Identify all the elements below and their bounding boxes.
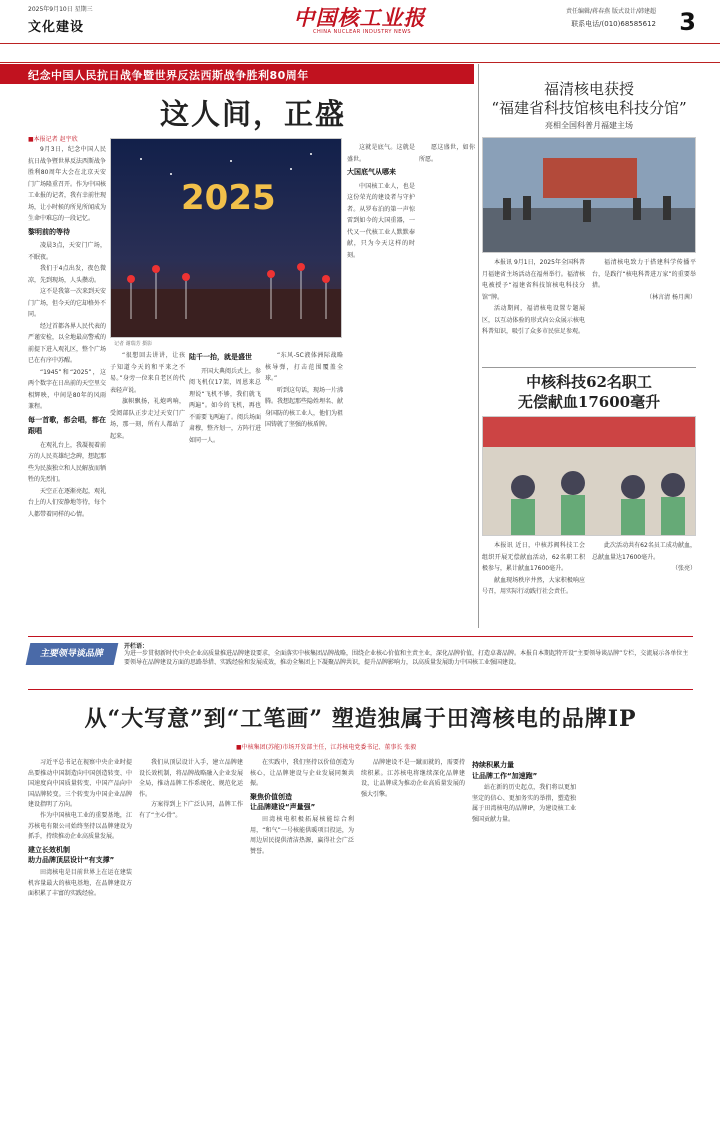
- right-top-column-1: [482, 257, 585, 367]
- feature-column-4: [361, 758, 465, 1110]
- paragraph: 旗帜飘扬，礼炮鸣响，受阅部队正步走过天安门广场，那一刻，所有人都站了起来。: [110, 398, 185, 440]
- paragraph: 9月3日，纪念中国人民抗日战争暨世界反法西斯战争胜利80周年大会在北京天安门广场隆重召开。作为中国核工业报的记者，我有幸前往现场，让小时候的所见所闻成为生命中难忘的一段记忆。: [28, 146, 106, 222]
- page-number: 3: [679, 8, 696, 36]
- right-bottom-title: 中核科技62名职工 无偿献血17600毫升: [517, 373, 661, 411]
- intro-text: 为进一步贯彻新时代中央企业高质量推进品牌建设要求，全面落实中核集团品牌战略，围绕企业核心价值和主责主业，深化品牌价值，打造卓著品牌。本报自本期起特开设“主要领导谈品牌”专栏，交流展示各单位主要领导在品牌建设方面的思路举措、实践经验和发展成效，推动全集团上下凝聚品牌共识，提升品牌影响力，以高质量发展助力中国核工业强国建设。: [124, 650, 689, 666]
- divider: [0, 62, 720, 63]
- article-column-5: [347, 142, 415, 628]
- feature-title: 从“大写意”到“工笔画” 塑造独属于田湾核电的品牌IP: [84, 706, 637, 732]
- right-bottom-photo: [482, 416, 696, 536]
- feature-column-2: [139, 758, 243, 1110]
- paragraph: 习近平总书记在视察中央企业时提出要推动中国制造向中国创造转变、中国速度向中国质量转变、中国产品向中国品牌转变。三个转变为中国企业品牌建设指明了方向。: [28, 759, 132, 809]
- paragraph: 献血现场秩序井然，大家积极响应号召，用实际行动践行社会责任。: [482, 576, 585, 595]
- divider: [482, 367, 696, 368]
- newspaper-logo-en: CHINA NUCLEAR INDUSTRY NEWS: [313, 29, 412, 35]
- credit: （林言清 杨月茜）: [646, 293, 696, 301]
- right-top-photo: [482, 137, 696, 253]
- right-top-column-2: [592, 257, 696, 367]
- right-top-subtitle: 亮相全国科普月福建主场: [545, 121, 633, 130]
- paragraph: 田湾核电是目前世界上在运在建装机容量最大的核电基地，在品牌建设方面积累了丰富的实践经验。: [28, 868, 132, 898]
- article-column-3: [189, 350, 261, 628]
- paragraph: 品牌建设不是一蹴而就的，需要持续积累。江苏核电将继续深化品牌建设，让品牌成为推动企业高质量发展的强大引擎。: [361, 759, 465, 798]
- paragraph: 福清核电致力于搭建科学传播平台，是践行“核电科普进万家”的重要举措。: [592, 259, 696, 289]
- paragraph: 凌晨3点，天安门广场，不眠夜。: [28, 242, 106, 261]
- newspaper-logo: 中国核工业报: [293, 5, 426, 30]
- banner-text: 纪念中国人民抗日战争暨世界反法西斯战争胜利80周年: [28, 69, 309, 82]
- issue-date: 2025年9月10日 星期三: [28, 6, 93, 13]
- feature-column-1: [28, 758, 132, 1110]
- paragraph: “1945”和“2025”，这两个数字在日出前的天空里交相辉映，中间是80年的风雨兼程。: [28, 368, 106, 410]
- paragraph: “东风-5C液体洲际战略核导弹，打击范围覆盖全球。”: [265, 352, 343, 382]
- right-bottom-column-1: [482, 540, 585, 630]
- editors: 责任编辑/蒋春燕 版式设计/韩建超: [566, 8, 656, 15]
- intro-label: 开栏语：: [124, 643, 149, 650]
- paragraph: 本报讯 近日，中核苏阀科技工会组织开展无偿献血活动，62名职工积极参与，累计献血17600毫升。: [482, 542, 585, 572]
- article-column-4: [265, 350, 343, 628]
- paragraph: 站在新的历史起点，我们将以更加坚定的信心、更加务实的举措，塑造独属于田湾核电的品牌IP，为建设核工业强国贡献力量。: [472, 784, 576, 823]
- paragraph: 此次活动共有62名员工成功献血，总献血量达17600毫升。: [592, 542, 696, 561]
- paragraph: “很想回去讲讲，让孩子知道今天的和平来之不易。”身旁一位来自老区的代表轻声说。: [110, 352, 185, 394]
- column-tag: 主要领导谈品牌: [26, 643, 119, 665]
- subheading: 黎明前的等待: [28, 227, 70, 236]
- article-column-6: [419, 142, 475, 628]
- image-icon: [483, 417, 696, 536]
- paragraph: 经过首都各界人民代表的严谨安检，以全地最高警戒的前提下进入观礼区，整个广场已在有序中苏醒。: [28, 322, 106, 364]
- article-title: 这人间，正盛: [160, 97, 347, 131]
- paragraph: 作为中国核电工业的重要基地，江苏核电有限公司始终坚持以品牌建设为抓手，持续推动企业高质量发展。: [28, 811, 132, 841]
- photo-caption: 记者 谢瑞芳 摄影: [114, 341, 153, 347]
- paragraph: 在实践中，我们坚持以价值创造为核心，让品牌建设与企业发展同频共振。: [250, 759, 354, 788]
- paragraph: 开国大典阅兵式上，参阅飞机仅17架，周恩来总理说“飞机不够，我们就飞两遍”。如今的飞机，再也不需要飞两遍了。阅兵场面肃穆，整齐划一，方阵行进如同一人。: [189, 367, 261, 444]
- subheading: 持续积累力量 让品牌工作“加速跑”: [472, 761, 538, 780]
- article-column-2: [110, 350, 185, 628]
- anniversary-banner: [0, 64, 474, 84]
- image-icon: [111, 139, 342, 338]
- paragraph: 中国核工业人，也是这份荣光的建设者与守护者。从罗布泊的第一声惊雷到如今的大国重器，一代又一代核工业人默默奉献，只为今天这样的时刻。: [347, 182, 415, 259]
- subheading: 聚焦价值创造 让品牌建设“声量强”: [250, 792, 316, 812]
- article-column-1: [28, 144, 106, 624]
- subheading: 建立长效机制 助力品牌顶层设计“有支撑”: [28, 845, 115, 865]
- feature-byline: ■中核集团(苏能)市场开发部主任，江苏核电党委书记、董事长 张毅: [236, 744, 417, 751]
- paragraph: 听到这句话，现场一片沸腾。我想起那些隐姓埋名、献身国防的核工业人，他们为祖国铸就了坚强的核盾牌。: [265, 386, 343, 428]
- paragraph: 我们于4点出发，夜色微凉，先到现场，人头攒动。: [28, 265, 106, 284]
- paragraph: 愿这盛世，如你所愿。: [419, 144, 475, 163]
- masthead: [0, 0, 720, 44]
- svg-text:2025: 2025: [181, 178, 276, 218]
- subheading: 每一首歌，都会唱，都在跟唱: [28, 415, 106, 435]
- column-intro: [28, 636, 693, 690]
- subheading: 陆千一抬，就是盛世: [189, 353, 252, 361]
- feature-column-5: [472, 758, 576, 1110]
- paragraph: 田湾核电积极拓展核能综合利用，“和气”一号核能供暖项目投运，为周边居民提供清洁热源，赢得社会广泛赞誉。: [250, 815, 354, 855]
- feature-column-3: [250, 758, 354, 1110]
- right-bottom-column-2: [592, 540, 696, 630]
- parade-photo: [110, 138, 342, 338]
- paragraph: 这就是底气。这就是盛世。: [347, 144, 415, 163]
- section-title: 文化建设: [28, 20, 85, 35]
- paragraph: 我们从顶层设计入手，建立品牌建设长效机制，将品牌战略融入企业发展全局，推动品牌工作系统化、规范化运作。: [139, 759, 243, 798]
- subheading: 大国底气从哪来: [347, 168, 396, 176]
- credit: （张亮）: [671, 565, 696, 572]
- paragraph: 天空正在逐渐亮起，观礼台上的人们安静地等待，每个人都带着同样的心情。: [28, 487, 106, 518]
- paragraph: 本报讯 9月1日，2025年全国科普月福建省主场活动在福州举行。福清核电被授予“福建省科技馆核电科技分馆”牌。: [482, 259, 585, 301]
- paragraph: 在观礼台上，我凝视着前方的人民英雄纪念碑，想起那些为民族独立和人民解放而牺牲的先烈们。: [28, 441, 106, 483]
- article-byline: ■本报记者 赵宇欣: [28, 136, 78, 143]
- column-divider: [478, 64, 479, 628]
- paragraph: 方案得到上下广泛认同，品牌工作有了“主心骨”。: [139, 801, 243, 819]
- paragraph: 活动期间，福清核电设置专题展区，以互动体验的形式向公众展示核电科普知识，吸引了众多市民驻足参观。: [482, 305, 585, 335]
- right-top-title: 福清核电获授 “福建省科技馆核电科技分馆”: [491, 80, 687, 117]
- paragraph: 这不是我第一次来到天安门广场，但今天的它却格外不同。: [28, 288, 106, 318]
- contact-phone: 联系电话/(010)68585612: [571, 20, 656, 28]
- image-icon: [483, 138, 696, 253]
